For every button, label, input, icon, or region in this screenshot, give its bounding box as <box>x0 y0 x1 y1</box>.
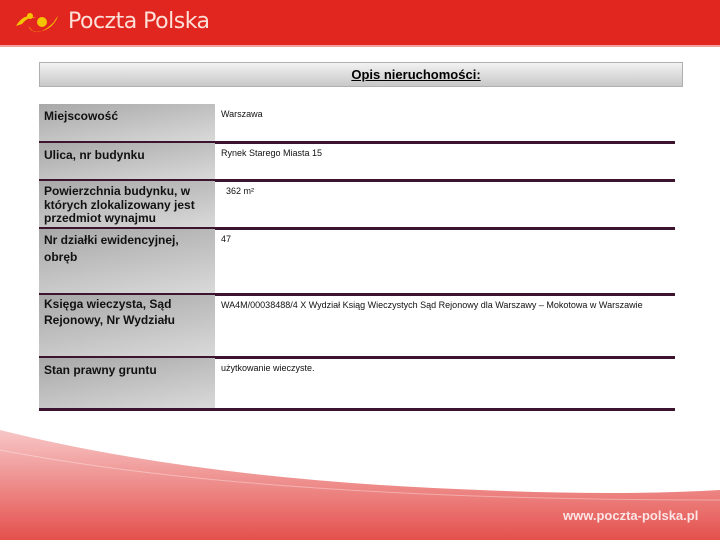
row-label: Miejscowość <box>39 104 215 142</box>
row-value: WA4M/00038488/4 X Wydział Ksiąg Wieczystych Sąd Rejonowy dla Warszawy – Mokotowa w Warszawie <box>221 300 643 310</box>
section-title-bar <box>39 62 683 87</box>
website-url: www.poczta-polska.pl <box>563 508 699 523</box>
section-title: Opis nieruchomości: <box>351 67 481 82</box>
footer-wave-decoration <box>0 430 720 540</box>
row-value: Rynek Starego Miasta 15 <box>221 148 323 158</box>
table-row <box>39 181 675 228</box>
row-label: Księga wieczysta, Sąd Rejonowy, Nr Wydziału <box>39 295 215 357</box>
table-row <box>39 104 675 142</box>
row-divider <box>39 408 675 411</box>
row-label: Powierzchnia budynku, w których zlokalizowany jest przedmiot wynajmu <box>39 181 215 228</box>
table-row <box>39 229 675 294</box>
row-label: Nr działki ewidencyjnej, obręb <box>39 229 215 294</box>
table-row <box>39 295 675 357</box>
brand-name: Poczta Polska <box>68 9 210 34</box>
header <box>0 0 720 47</box>
row-value: użytkowanie wieczyste. <box>221 363 315 373</box>
row-value: 47 <box>221 234 232 244</box>
poczta-polska-logo-icon <box>14 8 62 38</box>
row-label: Ulica, nr budynku <box>39 143 215 180</box>
row-label: Stan prawny gruntu <box>39 358 215 409</box>
table-row <box>39 358 675 409</box>
row-value: Warszawa <box>221 109 263 119</box>
row-value: 362 m² <box>221 186 255 196</box>
table-row <box>39 143 675 180</box>
